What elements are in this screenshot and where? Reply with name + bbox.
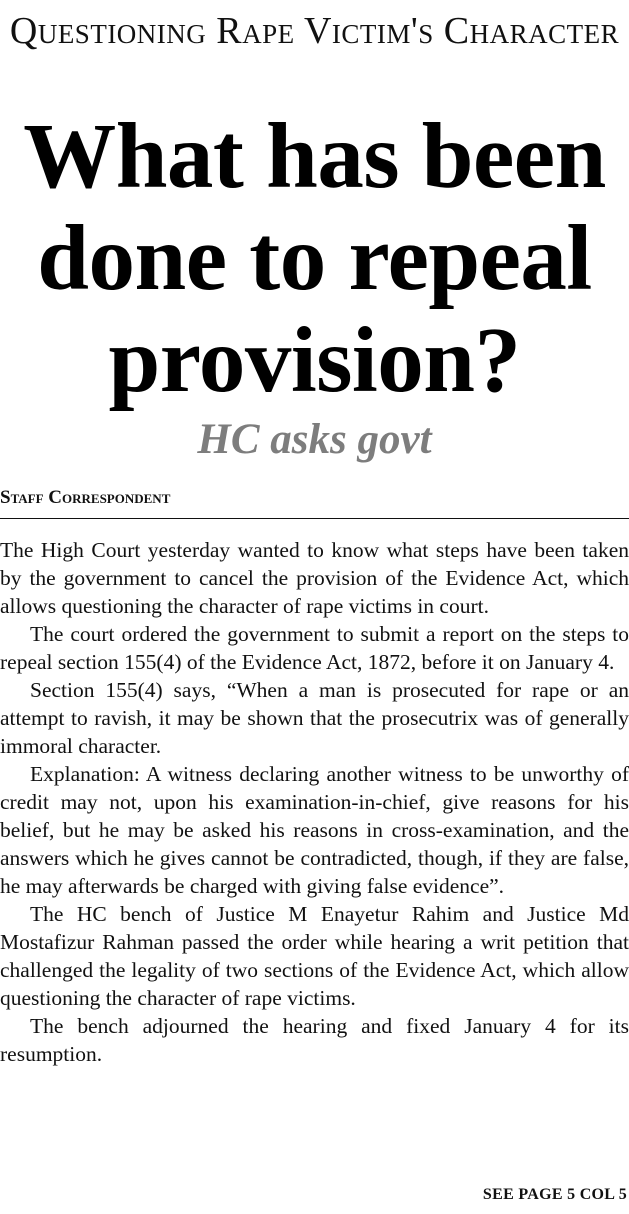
paragraph: The court ordered the government to submit a report on the steps to repeal section 155(4) of the Evidence Act, 1872, before it on January 4. bbox=[0, 622, 629, 674]
kicker: Questioning Rape Victim's Character bbox=[9, 10, 620, 52]
deck: HC asks govt bbox=[197, 416, 432, 463]
headline: What has been done to repeal provision? bbox=[23, 105, 606, 412]
paragraph: Explanation: A witness declaring another witness to be unworthy of credit may not, upon his examination-in-chief, give reasons for his belief, but he may be asked his reasons in cross-examination, and the answers which he gives cannot be contradicted, though, if they are false, he may afterwards be charged with giving false evidence”. bbox=[0, 762, 629, 898]
paragraph: The High Court yesterday wanted to know what steps have been taken by the government to cancel the provision of the Evidence Act, which allows questioning the character of rape victims in court. bbox=[0, 538, 629, 618]
paragraph: The bench adjourned the hearing and fixed January 4 for its resumption. bbox=[0, 1014, 629, 1066]
article-body bbox=[0, 536, 629, 1068]
jump-line: SEE PAGE 5 COL 5 bbox=[482, 1186, 627, 1203]
byline-rule bbox=[0, 518, 629, 519]
byline: Staff Correspondent bbox=[0, 487, 171, 508]
paragraph: The HC bench of Justice M Enayetur Rahim and Justice Md Mostafizur Rahman passed the order while hearing a writ petition that challenged the legality of two sections of the Evidence Act, which allow questioning the character of rape victims. bbox=[0, 902, 629, 1010]
paragraph: Section 155(4) says, “When a man is prosecuted for rape or an attempt to ravish, it may be shown that the prosecutrix was of generally immoral character. bbox=[0, 678, 629, 758]
